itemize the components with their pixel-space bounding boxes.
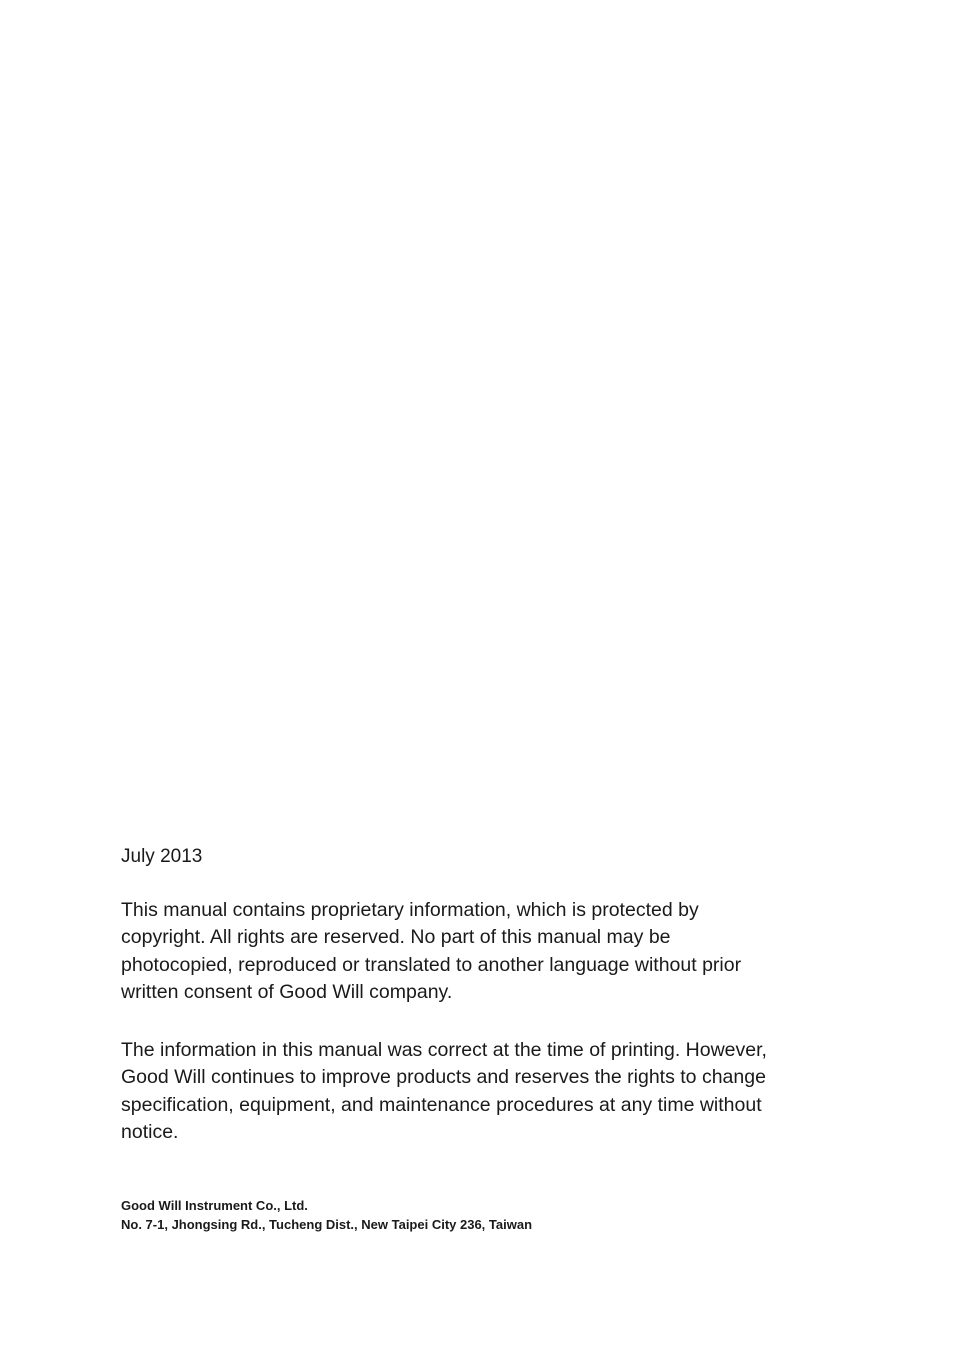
- copyright-paragraph: This manual contains proprietary information, which is protected by copyright. All rights are reserved. No part of this manual may be photocopied, reproduced or translated to another language without prior written consent of Good Will company.: [121, 899, 742, 1003]
- company-footer: [121, 1196, 821, 1234]
- publication-date: July 2013: [121, 846, 203, 867]
- company-address: No. 7-1, Jhongsing Rd., Tucheng Dist., New Taipei City 236, Taiwan: [121, 1217, 533, 1232]
- disclaimer-paragraph: The information in this manual was correct at the time of printing. However, Good Will continues to improve products and reserves the rights to change specification, equipment, and maintenance procedures at any time without notice.: [121, 1039, 767, 1143]
- company-name: Good Will Instrument Co., Ltd.: [121, 1198, 308, 1213]
